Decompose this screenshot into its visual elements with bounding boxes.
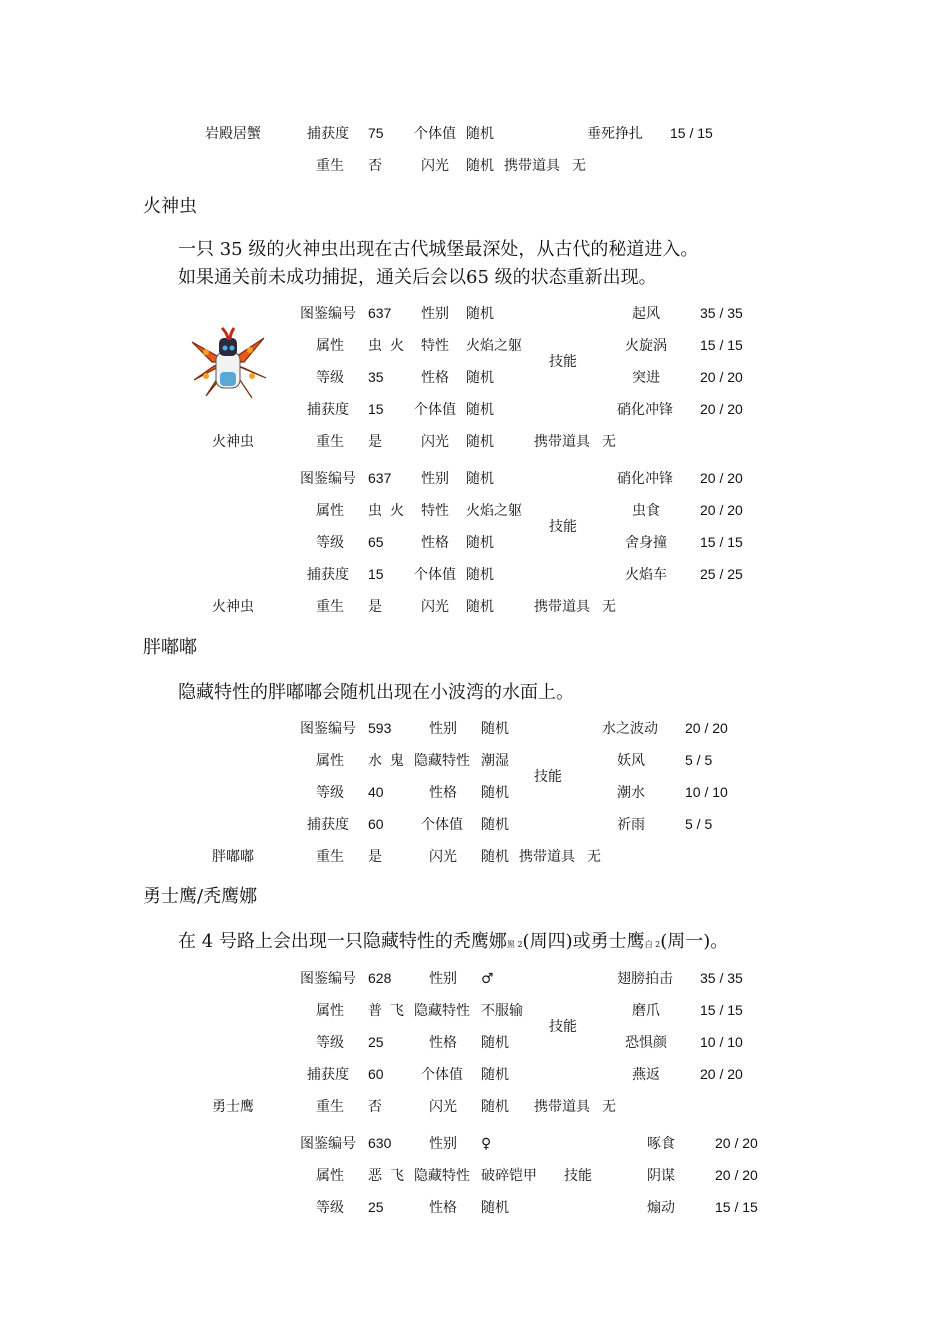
catch-rate-label: 捕获度 (307, 1067, 349, 1083)
catch-rate-value: 15 (368, 401, 384, 417)
nature-value: 随机 (466, 535, 494, 551)
dex-value: 593 (368, 720, 392, 736)
ability-value: 潮湿 (481, 753, 509, 769)
version-note: 白 2 (644, 940, 661, 949)
level-value: 40 (368, 784, 384, 800)
type-2: 火 (390, 503, 404, 519)
level-value: 25 (368, 1034, 384, 1050)
pokemon-name: 岩殿居蟹 (205, 126, 261, 142)
move-pp: 15 / 15 (715, 1199, 758, 1215)
move-name: 恐惧颜 (625, 1035, 667, 1051)
respawn-label: 重生 (316, 434, 344, 450)
move-name: 硝化冲锋 (617, 402, 673, 418)
move-name: 虫食 (632, 503, 660, 519)
gender-value: 随机 (466, 471, 494, 487)
respawn-label: 重生 (316, 1099, 344, 1115)
level-label: 等级 (316, 370, 344, 386)
held-item-value: 无 (602, 434, 616, 450)
type-label: 属性 (316, 503, 344, 519)
type-label: 属性 (316, 338, 344, 354)
ability-label: 特性 (421, 503, 449, 519)
move-name: 潮水 (617, 785, 645, 801)
section-heading: 火神虫 (143, 196, 197, 217)
gender-label: 性别 (421, 306, 449, 322)
moves-label: 技能 (564, 1168, 592, 1184)
section-paragraph: 隐藏特性的胖嘟嘟会随机出现在小波湾的水面上。 (178, 682, 574, 703)
move-pp: 20 / 20 (715, 1135, 758, 1151)
pokemon-name: 火神虫 (212, 599, 254, 615)
catch-rate-value: 60 (368, 1066, 384, 1082)
held-item-label: 携带道具 (534, 434, 590, 450)
move-name: 妖风 (617, 753, 645, 769)
move-name: 水之波动 (602, 721, 658, 737)
paragraph-text: (周一)。 (660, 931, 729, 952)
type-2: 飞 (390, 1003, 404, 1019)
move-name: 舍身撞 (625, 535, 667, 551)
ability-label: 隐藏特性 (414, 1168, 470, 1184)
move-name: 燕返 (632, 1067, 660, 1083)
nature-value: 随机 (481, 785, 509, 801)
ability-value: 火焰之躯 (466, 503, 522, 519)
iv-value: 随机 (466, 402, 494, 418)
move-pp: 20 / 20 (700, 470, 743, 486)
move-pp: 15 / 15 (670, 125, 713, 141)
respawn-label: 重生 (316, 849, 344, 865)
gender-label: 性别 (429, 721, 457, 737)
type-label: 属性 (316, 1003, 344, 1019)
section-paragraph (178, 930, 728, 957)
shiny-value: 随机 (466, 599, 494, 615)
move-pp: 20 / 20 (700, 401, 743, 417)
move-pp: 20 / 20 (700, 1066, 743, 1082)
dex-value: 630 (368, 1135, 392, 1151)
type-2: 火 (390, 338, 404, 354)
gender-value: ♂ (481, 971, 494, 987)
nature-value: 随机 (481, 1200, 509, 1216)
level-value: 35 (368, 369, 384, 385)
iv-label: 个体值 (421, 817, 463, 833)
iv-label: 个体值 (421, 1067, 463, 1083)
type-label: 属性 (316, 753, 344, 769)
catch-rate-label: 捕获度 (307, 817, 349, 833)
type-1: 普 (368, 1003, 382, 1019)
iv-value: 随机 (466, 567, 494, 583)
type-1: 水 (368, 753, 382, 769)
type-1: 恶 (368, 1168, 382, 1184)
type-1: 虫 (368, 503, 382, 519)
gender-value: 随机 (466, 306, 494, 322)
shiny-value: 随机 (481, 849, 509, 865)
move-pp: 5 / 5 (685, 816, 713, 832)
move-name: 火焰车 (625, 567, 667, 583)
moves-label: 技能 (549, 354, 577, 370)
dex-value: 637 (368, 470, 392, 486)
pokemon-name: 胖嘟嘟 (212, 849, 254, 865)
move-name: 硝化冲锋 (617, 471, 673, 487)
ability-label: 隐藏特性 (414, 753, 470, 769)
held-item-value: 无 (602, 1099, 616, 1115)
shiny-label: 闪光 (421, 434, 449, 450)
respawn-value: 是 (368, 599, 382, 615)
dex-value: 628 (368, 970, 392, 986)
move-pp: 5 / 5 (685, 752, 713, 768)
move-name: 阴谋 (647, 1168, 675, 1184)
move-pp: 20 / 20 (715, 1167, 758, 1183)
dex-label: 图鉴编号 (300, 471, 356, 487)
catch-rate-label: 捕获度 (307, 402, 349, 418)
nature-label: 性格 (421, 535, 449, 551)
move-pp: 15 / 15 (700, 337, 743, 353)
held-item-value: 无 (587, 849, 601, 865)
level-label: 等级 (316, 1035, 344, 1051)
move-pp: 25 / 25 (700, 566, 743, 582)
held-item-value: 无 (572, 158, 586, 174)
shiny-value: 随机 (466, 158, 494, 174)
moves-label: 技能 (549, 1019, 577, 1035)
move-pp: 20 / 20 (700, 502, 743, 518)
section-heading: 胖嘟嘟 (143, 637, 197, 658)
gender-label: 性别 (421, 471, 449, 487)
move-name: 翅膀拍击 (617, 971, 673, 987)
volcarona-sprite-icon (186, 322, 270, 402)
respawn-value: 否 (368, 158, 382, 174)
gender-label: 性别 (429, 971, 457, 987)
paragraph-text: (周四)或勇士鹰 (522, 931, 645, 952)
moves-label: 技能 (534, 769, 562, 785)
iv-label: 个体值 (414, 126, 456, 142)
move-name: 火旋涡 (625, 338, 667, 354)
iv-value: 随机 (481, 817, 509, 833)
held-item-value: 无 (602, 599, 616, 615)
move-name: 啄食 (647, 1136, 675, 1152)
move-pp: 15 / 15 (700, 1002, 743, 1018)
shiny-value: 随机 (481, 1099, 509, 1115)
paragraph-text: 在 4 号路上会出现一只隐藏特性的秃鹰娜 (178, 931, 507, 952)
move-name: 煽动 (647, 1200, 675, 1216)
shiny-label: 闪光 (421, 158, 449, 174)
dex-label: 图鉴编号 (300, 721, 356, 737)
nature-label: 性格 (429, 785, 457, 801)
respawn-value: 是 (368, 434, 382, 450)
move-name: 磨爪 (632, 1003, 660, 1019)
respawn-label: 重生 (316, 599, 344, 615)
level-label: 等级 (316, 535, 344, 551)
held-item-label: 携带道具 (534, 1099, 590, 1115)
nature-label: 性格 (429, 1035, 457, 1051)
shiny-value: 随机 (466, 434, 494, 450)
dex-value: 637 (368, 305, 392, 321)
level-label: 等级 (316, 1200, 344, 1216)
ability-label: 特性 (421, 338, 449, 354)
iv-label: 个体值 (414, 402, 456, 418)
gender-label: 性别 (429, 1136, 457, 1152)
moves-label: 技能 (549, 519, 577, 535)
type-label: 属性 (316, 1168, 344, 1184)
respawn-value: 是 (368, 849, 382, 865)
level-value: 65 (368, 534, 384, 550)
ability-value: 破碎铠甲 (481, 1168, 537, 1184)
catch-rate-value: 75 (368, 125, 384, 141)
section-heading: 勇士鹰/秃鹰娜 (143, 886, 258, 907)
iv-value: 随机 (481, 1067, 509, 1083)
dex-label: 图鉴编号 (300, 306, 356, 322)
gender-value: 随机 (481, 721, 509, 737)
nature-label: 性格 (421, 370, 449, 386)
nature-value: 随机 (466, 370, 494, 386)
move-pp: 35 / 35 (700, 305, 743, 321)
catch-rate-value: 15 (368, 566, 384, 582)
dex-label: 图鉴编号 (300, 1136, 356, 1152)
nature-label: 性格 (429, 1200, 457, 1216)
ability-value: 不服输 (481, 1003, 523, 1019)
move-pp: 15 / 15 (700, 534, 743, 550)
section-paragraph: 如果通关前未成功捕捉，通关后会以65 级的状态重新出现。 (178, 267, 657, 288)
respawn-label: 重生 (316, 158, 344, 174)
move-pp: 20 / 20 (685, 720, 728, 736)
ability-label: 隐藏特性 (414, 1003, 470, 1019)
level-value: 25 (368, 1199, 384, 1215)
shiny-label: 闪光 (421, 599, 449, 615)
level-label: 等级 (316, 785, 344, 801)
dex-label: 图鉴编号 (300, 971, 356, 987)
move-name: 起风 (632, 306, 660, 322)
move-name: 垂死挣扎 (587, 126, 643, 142)
move-pp: 10 / 10 (685, 784, 728, 800)
move-name: 祈雨 (617, 817, 645, 833)
move-pp: 35 / 35 (700, 970, 743, 986)
shiny-label: 闪光 (429, 1099, 457, 1115)
iv-label: 个体值 (414, 567, 456, 583)
type-1: 虫 (368, 338, 382, 354)
nature-value: 随机 (481, 1035, 509, 1051)
move-name: 突进 (632, 370, 660, 386)
move-pp: 10 / 10 (700, 1034, 743, 1050)
catch-rate-label: 捕获度 (307, 567, 349, 583)
shiny-label: 闪光 (429, 849, 457, 865)
catch-rate-value: 60 (368, 816, 384, 832)
version-note: 黑 2 (506, 940, 523, 949)
respawn-value: 否 (368, 1099, 382, 1115)
pokemon-name: 火神虫 (212, 434, 254, 450)
type-2: 鬼 (390, 753, 404, 769)
catch-rate-label: 捕获度 (307, 126, 349, 142)
ability-value: 火焰之躯 (466, 338, 522, 354)
iv-value: 随机 (466, 126, 494, 142)
section-paragraph: 一只 35 级的火神虫出现在古代城堡最深处，从古代的秘道进入。 (178, 239, 699, 260)
move-pp: 20 / 20 (700, 369, 743, 385)
pokemon-name: 勇士鹰 (212, 1099, 254, 1115)
held-item-label: 携带道具 (519, 849, 575, 865)
held-item-label: 携带道具 (504, 158, 560, 174)
held-item-label: 携带道具 (534, 599, 590, 615)
type-2: 飞 (390, 1168, 404, 1184)
gender-value: ♀ (481, 1136, 492, 1152)
